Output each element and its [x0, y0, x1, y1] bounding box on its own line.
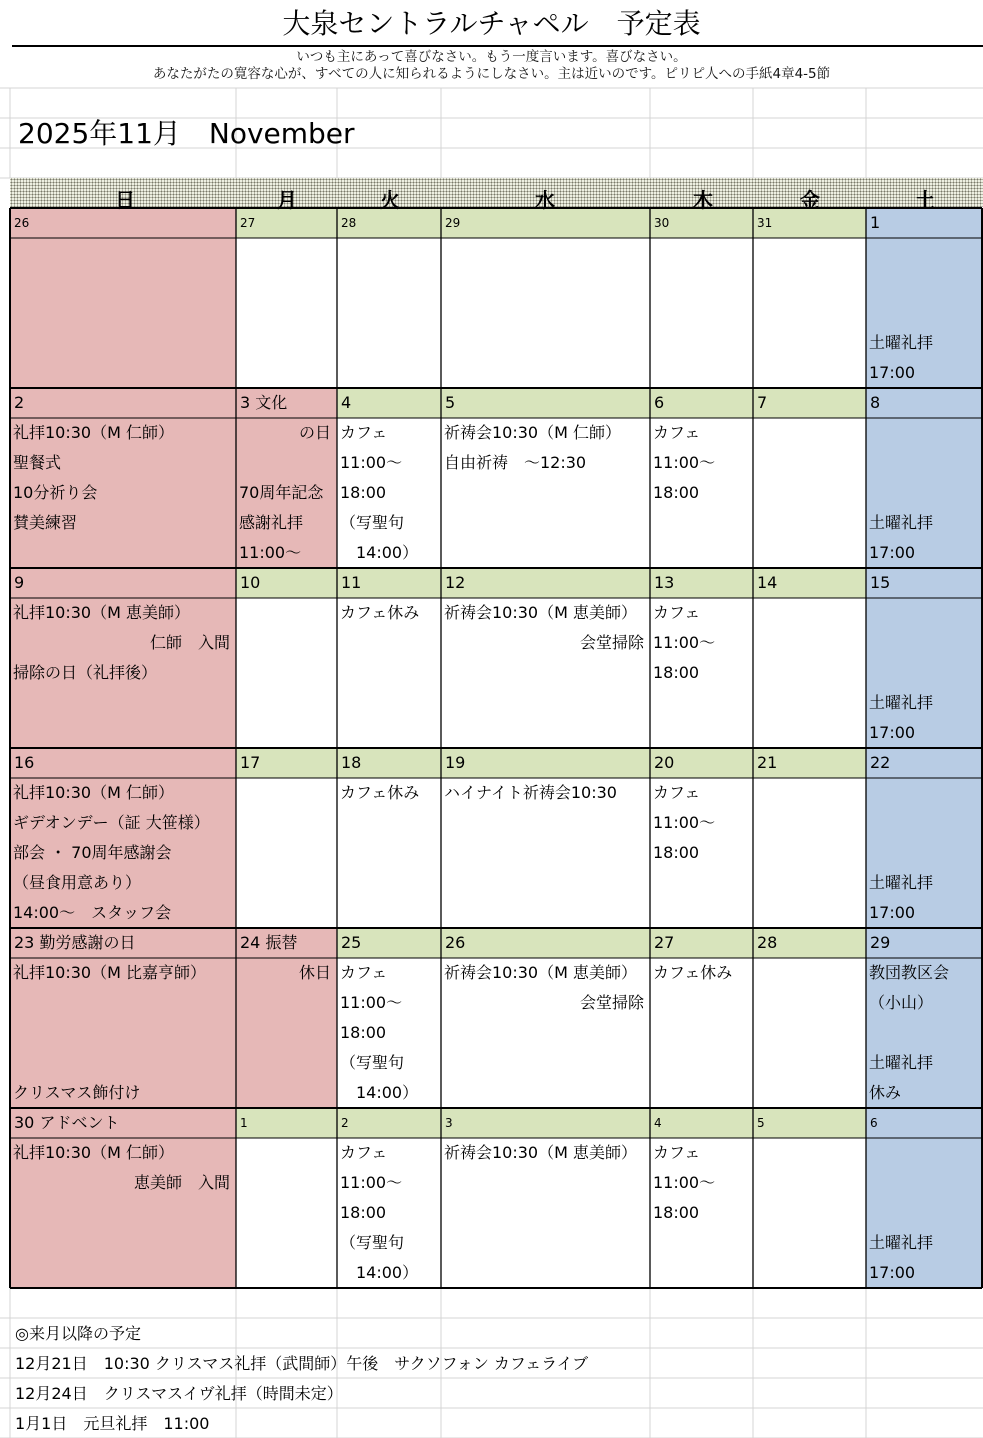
- event-text: ギデオンデー（証 大笹様）: [13, 813, 210, 832]
- event-text: 17:00: [869, 1263, 916, 1282]
- event-text: カフェ: [653, 1143, 701, 1162]
- day-cell-holiday: [10, 1108, 236, 1288]
- day-cell-body: [441, 238, 650, 388]
- day-number: 26: [445, 933, 466, 952]
- day-number: 14: [757, 573, 778, 592]
- event-text: 恵美師 入間: [133, 1173, 230, 1192]
- day-cell-holiday: [10, 568, 236, 748]
- day-number: 4: [341, 393, 352, 412]
- event-text: 仁師 入間: [149, 633, 230, 652]
- day-cell-body: [236, 778, 337, 928]
- day-number: 13: [654, 573, 675, 592]
- event-text: 掃除の日（礼拝後）: [13, 663, 158, 682]
- day-number: 19: [445, 753, 466, 772]
- date-band: [650, 388, 753, 418]
- upcoming-item: 12月24日 クリスマスイヴ礼拝（時間未定）: [15, 1384, 343, 1403]
- day-number: 24 振替: [240, 933, 298, 952]
- day-cell-holiday: [236, 388, 337, 568]
- event-text: 14:00）: [340, 1083, 419, 1102]
- day-cell-holiday: [10, 388, 236, 568]
- date-band: [441, 1108, 650, 1138]
- date-band: [753, 388, 866, 418]
- event-text: 礼拝10:30（M 仁師）: [13, 1143, 175, 1162]
- day-cell-holiday: [236, 928, 337, 1108]
- day-number: 5: [445, 393, 456, 412]
- event-text: 17:00: [869, 363, 916, 382]
- event-text: 感謝礼拝: [239, 513, 304, 532]
- weekday-label: 金: [800, 188, 820, 212]
- day-cell-saturday: [866, 748, 982, 928]
- event-text: 14:00）: [340, 543, 419, 562]
- event-text: 土曜礼拝: [869, 693, 934, 712]
- event-text: カフェ休み: [340, 783, 420, 802]
- day-number: 8: [870, 393, 881, 412]
- event-text: の日: [298, 423, 331, 442]
- date-band: [236, 1108, 337, 1138]
- day-cell-body: [753, 418, 866, 568]
- day-cell-saturday: [866, 1108, 982, 1288]
- event-text: 会堂掃除: [579, 633, 644, 652]
- event-text: 11:00〜: [653, 813, 716, 832]
- event-text: （小山）: [869, 993, 934, 1012]
- event-text: （昼食用意あり）: [13, 873, 142, 892]
- event-text: カフェ: [340, 423, 388, 442]
- day-cell-body: [236, 238, 337, 388]
- day-cell-saturday: [866, 388, 982, 568]
- date-band: [337, 388, 441, 418]
- day-cell-body: [753, 238, 866, 388]
- day-number: 3: [445, 1116, 453, 1130]
- event-text: 教団教区会: [869, 963, 950, 982]
- weekday-label: 火: [380, 188, 400, 212]
- date-band: [441, 928, 650, 958]
- day-number: 28: [757, 933, 778, 952]
- event-text: 17:00: [869, 903, 916, 922]
- event-text: クリスマス飾付け: [13, 1083, 141, 1102]
- event-text: 礼拝10:30（M 比嘉亨師）: [13, 963, 207, 982]
- event-text: 礼拝10:30（M 恵美師）: [13, 603, 191, 622]
- event-text: （写聖句: [340, 1053, 405, 1072]
- event-text: （写聖句: [340, 1233, 405, 1252]
- date-band: [650, 1108, 753, 1138]
- event-text: 18:00: [653, 663, 700, 682]
- event-text: カフェ: [653, 603, 701, 622]
- day-cell-body: [650, 238, 753, 388]
- day-number: 30 アドベント: [14, 1113, 120, 1132]
- event-text: 14:00〜 スタッフ会: [13, 903, 172, 922]
- event-text: 18:00: [340, 1203, 387, 1222]
- verse-line-2: あなたがたの寛容な心が、すべての人に知られるようにしなさい。主は近いのです。ピリピ人への手紙4章4-5節: [152, 66, 831, 82]
- day-number: 28: [341, 216, 357, 230]
- day-number: 6: [654, 393, 665, 412]
- day-cell-body: [753, 598, 866, 748]
- event-text: 休み: [869, 1083, 902, 1102]
- day-number: 22: [870, 753, 891, 772]
- day-number: 10: [240, 573, 261, 592]
- event-text: 11:00〜: [653, 1173, 716, 1192]
- event-text: 11:00〜: [653, 453, 716, 472]
- event-text: 18:00: [340, 483, 387, 502]
- event-text: 70周年記念: [239, 483, 324, 502]
- event-text: 休日: [298, 963, 331, 982]
- month-heading: 2025年11月 November: [18, 117, 355, 150]
- day-number: 29: [870, 933, 891, 952]
- day-number: 2: [14, 393, 25, 412]
- day-cell-saturday: [866, 208, 982, 388]
- day-cell-body: [236, 1138, 337, 1288]
- event-text: カフェ: [340, 963, 388, 982]
- event-text: ハイナイト祈祷会10:30: [444, 783, 617, 802]
- event-text: 11:00〜: [340, 1173, 403, 1192]
- event-text: 賛美練習: [13, 513, 78, 532]
- day-number: 27: [654, 933, 675, 952]
- event-text: 会堂掃除: [579, 993, 644, 1012]
- day-number: 3 文化: [240, 393, 288, 412]
- event-text: カフェ: [653, 783, 701, 802]
- day-cell-saturday: [866, 928, 982, 1108]
- event-text: 祈祷会10:30（M 恵美師）: [444, 603, 638, 622]
- event-text: 10分祈り会: [13, 483, 98, 502]
- day-cell-body: [753, 1138, 866, 1288]
- event-text: 18:00: [653, 483, 700, 502]
- day-number: 29: [445, 216, 461, 230]
- day-number: 23 勤労感謝の日: [14, 933, 136, 952]
- day-number: 11: [341, 573, 362, 592]
- event-text: 18:00: [340, 1023, 387, 1042]
- day-number: 31: [757, 216, 773, 230]
- weekday-label: 日: [115, 188, 135, 212]
- event-text: 礼拝10:30（M 仁師）: [13, 423, 175, 442]
- upcoming-item: 12月21日 10:30 クリスマス礼拝（武間師）午後 サクソフォン カフェライブ: [15, 1354, 589, 1373]
- day-cell-body: [337, 238, 441, 388]
- event-text: 聖餐式: [13, 453, 62, 472]
- upcoming-heading: ◎来月以降の予定: [15, 1324, 141, 1343]
- event-text: 土曜礼拝: [869, 1233, 934, 1252]
- event-text: 11:00〜: [340, 993, 403, 1012]
- day-number: 15: [870, 573, 891, 592]
- event-text: （写聖句: [340, 513, 405, 532]
- event-text: カフェ: [653, 423, 701, 442]
- event-text: 祈祷会10:30（M 恵美師）: [444, 963, 638, 982]
- day-number: 20: [654, 753, 675, 772]
- title-underline: [12, 45, 983, 47]
- day-cell-body: [236, 598, 337, 748]
- event-text: カフェ休み: [340, 603, 420, 622]
- day-number: 1: [240, 1116, 248, 1130]
- day-number: 16: [14, 753, 35, 772]
- day-number: 2: [341, 1116, 349, 1130]
- date-band: [753, 1108, 866, 1138]
- day-number: 25: [341, 933, 362, 952]
- event-text: 土曜礼拝: [869, 1053, 934, 1072]
- day-cell-body: [753, 778, 866, 928]
- event-text: 自由祈祷 〜12:30: [444, 453, 587, 472]
- upcoming-item: 1月1日 元旦礼拝 11:00: [15, 1414, 210, 1433]
- event-text: 土曜礼拝: [869, 873, 934, 892]
- event-text: カフェ休み: [653, 963, 733, 982]
- event-text: 祈祷会10:30（M 仁師）: [444, 423, 622, 442]
- event-text: 17:00: [869, 723, 916, 742]
- day-cell-holiday: [10, 748, 236, 928]
- event-text: 11:00〜: [340, 453, 403, 472]
- day-number: 6: [870, 1116, 878, 1130]
- day-number: 17: [240, 753, 261, 772]
- day-number: 27: [240, 216, 256, 230]
- event-text: 礼拝10:30（M 仁師）: [13, 783, 175, 802]
- weekday-label: 水: [535, 188, 555, 212]
- event-text: 部会 ・ 70周年感謝会: [13, 843, 172, 862]
- date-band: [441, 568, 650, 598]
- weekday-label: 木: [693, 188, 713, 212]
- event-text: 土曜礼拝: [869, 513, 934, 532]
- event-text: 18:00: [653, 843, 700, 862]
- event-text: 土曜礼拝: [869, 333, 934, 352]
- day-number: 12: [445, 573, 466, 592]
- date-band: [337, 1108, 441, 1138]
- day-cell-body: [753, 958, 866, 1108]
- day-number: 7: [757, 393, 768, 412]
- day-cell-holiday: [10, 208, 236, 388]
- day-number: 1: [870, 213, 881, 232]
- day-number: 9: [14, 573, 25, 592]
- day-number: 21: [757, 753, 778, 772]
- day-number: 18: [341, 753, 362, 772]
- day-number: 4: [654, 1116, 662, 1130]
- event-text: 11:00〜: [653, 633, 716, 652]
- event-text: 14:00）: [340, 1263, 419, 1282]
- day-number: 5: [757, 1116, 765, 1130]
- weekday-label: 土: [915, 188, 935, 212]
- weekday-label: 月: [277, 188, 297, 212]
- event-text: カフェ: [340, 1143, 388, 1162]
- page-title: 大泉セントラルチャペル 予定表: [282, 7, 701, 40]
- date-band: [441, 748, 650, 778]
- day-number: 30: [654, 216, 670, 230]
- date-band: [441, 388, 650, 418]
- event-text: 11:00〜: [239, 543, 302, 562]
- verse-line-1: いつも主にあって喜びなさい。もう一度言います。喜びなさい。: [296, 49, 687, 65]
- day-number: 26: [14, 216, 30, 230]
- event-text: 祈祷会10:30（M 恵美師）: [444, 1143, 638, 1162]
- event-text: 17:00: [869, 543, 916, 562]
- event-text: 18:00: [653, 1203, 700, 1222]
- day-cell-saturday: [866, 568, 982, 748]
- day-cell-holiday: [10, 928, 236, 1108]
